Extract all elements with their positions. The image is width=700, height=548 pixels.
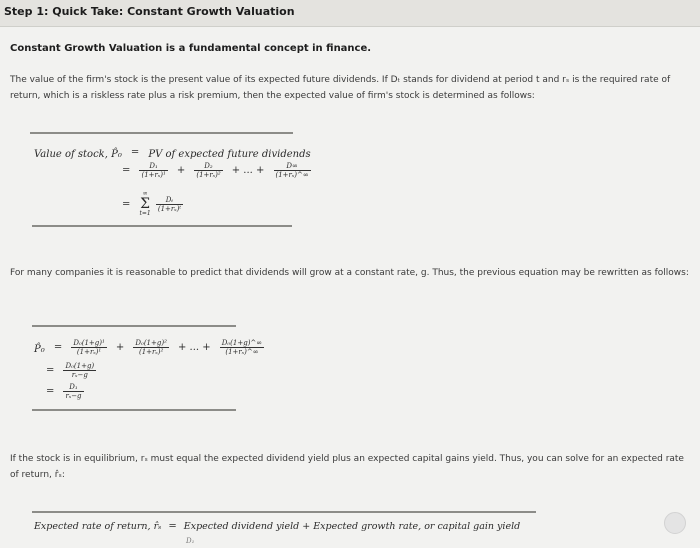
eq2-equals-2: = — [46, 365, 55, 376]
lower-paragraph: If the stock is in equilibrium, rₛ must equal the expected dividend yield plus an expected capital gains yield. Thus, you can solve for an expected rate of return, r̂ₛ: — [10, 454, 684, 480]
divider-top-1 — [30, 132, 293, 134]
eq2-line3-num: D₁ — [63, 383, 83, 392]
eq2-plus: + — [115, 342, 125, 353]
eq2-term-2-den: (1+rₛ)² — [139, 348, 164, 356]
eq1-equals: = — [130, 147, 140, 158]
eq1-term-2 — [194, 162, 222, 179]
eq1-equals-3: = — [122, 198, 131, 210]
divider-bottom — [32, 511, 536, 513]
eq2-term-3 — [220, 339, 264, 356]
eq2-line2-den: rₛ−g — [71, 371, 88, 379]
eq2-term-2-num: D₀(1+g)² — [135, 339, 167, 347]
eq2-term-2 — [133, 339, 169, 356]
divider-top-2 — [32, 225, 292, 227]
eq2-equals-3: = — [46, 386, 55, 397]
eq3-rhs: Expected dividend yield + Expected growth rate, or capital gain yield — [183, 521, 521, 532]
eq2-equals: = — [53, 342, 63, 353]
eq1-sum-top: ∞ — [142, 190, 148, 197]
eq2-line3-den: rₛ−g — [65, 392, 82, 400]
eq2-line2-num: D₀(1+g) — [65, 362, 95, 370]
eq1-rhs-text: PV of expected future dividends — [148, 149, 311, 160]
eq1-term-1-num: D₁ — [139, 162, 167, 171]
eq2-term-3-num: D₀(1+g)^∞ — [221, 339, 263, 347]
eq1-term-1 — [139, 162, 167, 179]
intro-paragraph: The value of the firm's stock is the present value of its expected future dividends. If Dₜ stands for dividend at period t and rₛ is the required rate of return, which is a riskless rate plus a risk premium, then the expected value of firm's stock is determined as follows: — [10, 75, 671, 101]
eq1-plus: + — [176, 165, 186, 176]
eq2-label: P̂₀ — [34, 344, 45, 355]
eq1-sum-den: (1+rₛ)ᵗ — [157, 204, 182, 213]
eq2-line2 — [63, 362, 96, 379]
eq2-line3 — [63, 383, 83, 400]
eq1-equals-2: = — [122, 165, 131, 176]
eq1-term-3 — [274, 162, 311, 179]
eq1-term-3-num: D∞ — [274, 162, 311, 171]
eq1-label: Value of stock, P̂₀ — [34, 149, 122, 160]
action-circle-icon[interactable] — [664, 512, 686, 534]
divider-mid-1 — [32, 325, 236, 327]
eq2-term-1-num: D₀(1+g)¹ — [73, 339, 105, 347]
divider-mid-2 — [32, 409, 236, 411]
solution-content — [0, 27, 700, 548]
middle-paragraph: For many companies it is reasonable to predict that dividends will grow at a constant rate, g. Thus, the previous equation may be rewritten as follows: — [10, 268, 689, 278]
eq1-sum-symbol: Σ — [140, 196, 151, 212]
intro-heading: Constant Growth Valuation is a fundamental concept in finance. — [10, 43, 372, 54]
eq1-sum-frac — [156, 196, 183, 213]
eq1-term-3-den: (1+rₛ)^∞ — [275, 171, 309, 179]
eq2-term-1 — [71, 339, 107, 356]
eq1-sum — [139, 190, 150, 218]
step-title: Step 1: Quick Take: Constant Growth Valuation — [4, 5, 295, 18]
eq3-partial: D₁ — [186, 537, 195, 545]
eq3-label: Expected rate of return, r̂ₛ — [34, 521, 162, 532]
eq1-term-1-den: (1+rₛ)¹ — [141, 171, 166, 179]
step-header — [0, 0, 700, 27]
eq2-dots: + ... + — [178, 342, 211, 353]
eq1-sum-num: Dₜ — [156, 196, 183, 205]
eq1-sum-bottom: t=1 — [139, 210, 151, 217]
eq2-term-3-den: (1+rₛ)^∞ — [225, 348, 259, 356]
eq1-term-2-num: D₂ — [194, 162, 222, 171]
eq1-term-2-den: (1+rₛ)² — [196, 171, 221, 179]
eq2-term-1-den: (1+rₛ)¹ — [76, 348, 102, 356]
eq1-dots: + ... + — [231, 165, 265, 176]
eq3-equals: = — [168, 521, 177, 532]
